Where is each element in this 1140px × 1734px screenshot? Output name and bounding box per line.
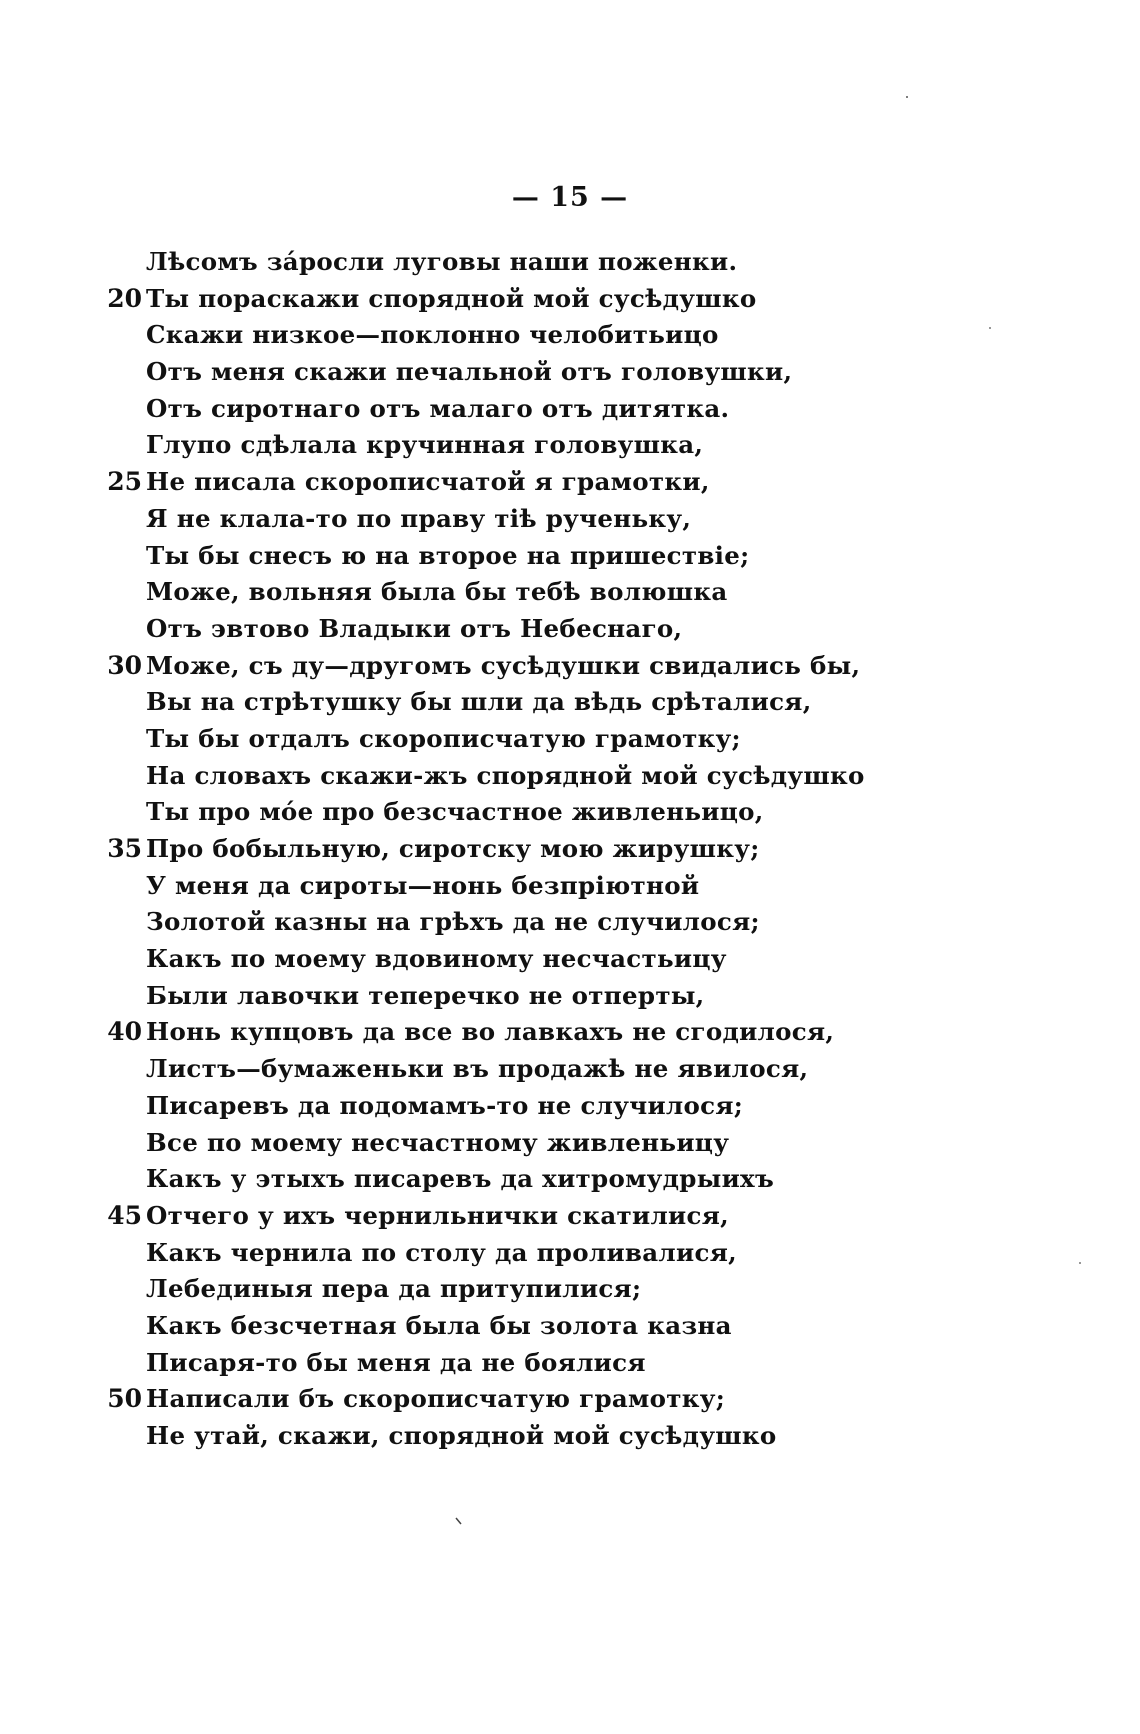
line-text: Глупо сдѣлала кручинная головушка,	[146, 430, 704, 460]
line-text: Може, вольняя была бы тебѣ волюшка	[146, 577, 728, 607]
line-text: Ты бы отдалъ скорописчатую грамотку;	[146, 723, 741, 753]
line-text: Я не клала-то по праву тіѣ рученьку,	[146, 503, 692, 533]
line-text: Писаря-то бы меня да не боялися	[146, 1347, 646, 1377]
speck	[906, 96, 908, 98]
line-text: Ты про мо́е про безсчастное живленьицо,	[146, 797, 764, 827]
line-text: Ты пораскажи спорядной мой сусѣдушко	[146, 283, 757, 313]
page-number: — 15 —	[511, 182, 629, 213]
speck	[989, 327, 991, 329]
line-text: Отчего у ихъ чернильнички скатилися,	[146, 1200, 729, 1230]
line-text: Были лавочки теперечко не отперты,	[146, 980, 705, 1010]
line-number: 30	[107, 650, 142, 680]
line-number: 35	[107, 834, 142, 863]
line-text: Лѣсомъ за́росли луговы наши поженки.	[146, 247, 738, 276]
line-text: Отъ меня скажи печальной отъ головушки,	[146, 357, 793, 387]
line-text: Отъ эвтово Владыки отъ Небеснаго,	[146, 613, 683, 643]
line-text: Золотой казны на грѣхъ да не случилося;	[146, 907, 760, 937]
line-number: 50	[107, 1384, 142, 1414]
line-text: Отъ сиротнаго отъ малаго отъ дитятка.	[146, 393, 730, 423]
line-text: Вы на стрѣтушку бы шли да вѣдь срѣталися,	[146, 687, 812, 717]
line-text: Нонь купцовъ да все во лавкахъ не сгодилося,	[146, 1017, 835, 1047]
line-text: У меня да сироты—нонь безпріютной	[146, 870, 700, 900]
line-text: Писаревъ да подомамъ-то не случилося;	[146, 1090, 744, 1120]
line-text: Ты бы снесъ ю на второе на пришествіе;	[146, 540, 750, 570]
line-text: Какъ безсчетная была бы золота казна	[146, 1310, 732, 1340]
line-text: Про бобыльную, сиротску мою жирушку;	[146, 834, 760, 863]
speck	[1079, 1262, 1081, 1264]
line-text: Листъ—бумаженьки въ продажѣ не явилося,	[146, 1054, 809, 1084]
line-text: Какъ по моему вдовиному несчастьицу	[146, 944, 727, 974]
line-text: Не писала скорописчатой я грамотки,	[146, 467, 710, 497]
line-number: 40	[107, 1017, 142, 1047]
line-text: Какъ у этыхъ писаревъ да хитромудрыихъ	[146, 1164, 775, 1194]
line-text: Може, съ ду—другомъ сусѣдушки свидались бы,	[146, 650, 861, 680]
line-text: Все по моему несчастному живленьицу	[146, 1127, 730, 1157]
line-number: 25	[107, 467, 142, 497]
line-number: 45	[107, 1200, 142, 1230]
line-text: Лебединыя пера да притупилися;	[146, 1274, 642, 1304]
line-text: На словахъ скажи-жъ спорядной мой сусѣдушко	[146, 760, 865, 790]
speck	[456, 1518, 461, 1524]
line-text: Скажи низкое—поклонно челобитьицо	[146, 320, 719, 350]
line-number: 20	[107, 283, 142, 313]
line-text: Какъ чернила по столу да проливалися,	[146, 1237, 737, 1267]
line-text: Написали бъ скорописчатую грамотку;	[146, 1384, 726, 1414]
line-text: Не утай, скажи, спорядной мой сусѣдушко	[146, 1421, 777, 1450]
